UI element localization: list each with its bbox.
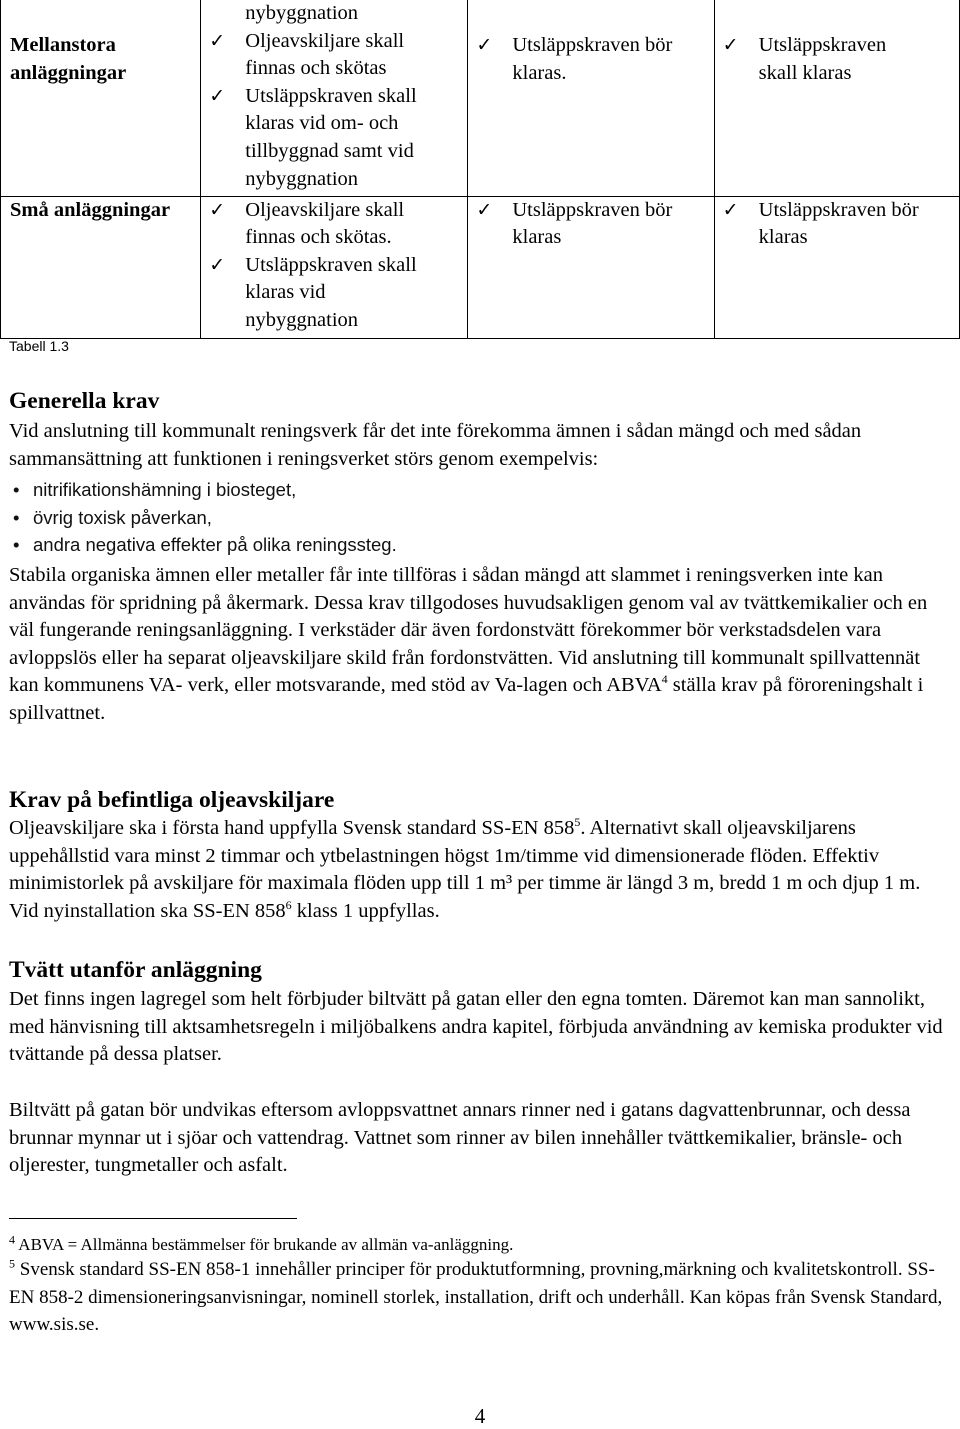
table-cell-requirement <box>201 0 468 196</box>
table-row <box>1 196 960 338</box>
check-mark-icon: ✓ <box>209 198 226 221</box>
bullet-icon: • <box>13 534 20 556</box>
tvatt-paragraph-1: Det finns ingen lagregel som helt förbjuder biltvätt på gatan eller den egna tomten. Däremot kan man sannolikt, med hänvisning till aktsamhetsregeln i miljöbalkens andra kapitel, förbjuda användning av kemiska produkter vid tvättande på dessa platser. <box>9 988 943 1066</box>
table-cell-requirement <box>468 0 714 196</box>
check-list <box>201 197 467 335</box>
list-item: ✓ Utsläppskraven skall klaras vid nybyggnation <box>209 253 417 331</box>
list-item: ✓ Oljeavskiljare skall finnas och skötas. <box>209 198 405 249</box>
check-mark-icon: ✓ <box>476 34 493 56</box>
list-item: ✓ Utsläppskraven bör klaras <box>476 198 673 249</box>
list-item: ✓ Utsläppskraven bör klaras. <box>476 34 673 84</box>
requirements-table <box>0 0 960 339</box>
befintliga-paragraph: Oljeavskiljare ska i första hand uppfylla Svensk standard SS-EN $858^5$. Alternativt skall oljeavskiljarens uppehållstid vara minst 2 timmar och ytbelastningen högst 1m/timme vid dimensionerade flöden. Effektiv minimistorlek på avskiljare för maximala flöden upp till 1 m³ per timme är längd 3 m, bredd 1 m och djup 1 m. Vid nyinstallation ska SS-EN $858^6$ klass 1 uppfyllas. <box>9 815 921 922</box>
page-number: 4 <box>474 1404 486 1428</box>
check-mark-icon: ✓ <box>209 253 226 276</box>
footnote-divider <box>9 1218 297 1219</box>
list-item: ✓ Utsläppskraven bör klaras <box>722 198 919 249</box>
list-item: ✓ Oljeavskiljare skall finnas och skötas <box>209 29 405 80</box>
section-heading-befintliga: Krav på befintliga oljeavskiljare <box>9 787 335 813</box>
footnote-4: $^4$ ABVA = Allmänna bestämmelser för brukande av allmän va-anläggning. <box>9 1232 514 1254</box>
table-cell-requirement <box>201 196 468 338</box>
table-cell-requirement <box>714 196 959 338</box>
footnote-5: $^5$ Svensk standard SS-EN 858-1 innehåller principer för produktutformning, provning,märkning och kvalitetskontroll. SS-EN 858-2 dimensioneringsanvisningar, nominell storlek, installation, drift och underhåll. Kan köpas från Svensk Standard, www.sis.se. <box>9 1256 943 1336</box>
check-list <box>468 32 713 87</box>
check-mark-icon: ✓ <box>209 84 226 107</box>
check-list <box>715 197 959 252</box>
row-heading: Mellanstora anläggningar <box>10 34 127 84</box>
list-item: ✓ Utsläppskraven skall klaras <box>722 34 887 84</box>
table-cell-requirement <box>468 196 714 338</box>
check-list <box>715 32 959 87</box>
list-item: • andra negativa effekter på olika reningssteg. <box>9 531 397 559</box>
footnote-ref: 4 <box>661 672 668 687</box>
check-mark-icon: ✓ <box>209 29 226 52</box>
table-cell-requirement <box>714 0 959 196</box>
table-row <box>1 0 960 196</box>
table-cell-category <box>1 0 201 196</box>
check-mark-icon: ✓ <box>722 34 739 56</box>
bullet-icon: • <box>13 506 20 528</box>
tvatt-paragraph-2: Biltvätt på gatan bör undvikas eftersom avloppsvattnet annars rinner ned i gatans dagvattenbrunnar, och dessa brunnar mynnar ut i sjöar och vattendrag. Vattnet som rinner av bilen innehåller tvättkemikalier, bränsle- och oljerester, tungmetaller och asfalt. <box>9 1099 911 1177</box>
generella-paragraph: Stabila organiska ämnen eller metaller får inte tillföras i sådan mängd att slammet i reningsverken inte kan användas för spridning på åkermark. Dessa krav tillgodoses huvudsakligen genom val av tvättkemikalier och en väl fungerande reningsanläggning. I verkstäder där även fordonstvätt förekommer bör verkstadsdelen vara avloppslös eller ha separat oljeavskiljare skild från fordonstvätten. Vid anslutning till kommunalt spillvattennät kan kommunens VA- verk, eller motsvarande, med stöd av Va-lagen och ABVA$^4$ ställa krav på föroreningshalt i spillvattnet. <box>9 564 928 724</box>
row-heading: Små anläggningar <box>10 198 171 221</box>
check-mark-icon: ✓ <box>476 198 493 221</box>
generella-intro: Vid anslutning till kommunalt reningsverk får det inte förekomma ämnen i sådan mängd och med sådan sammansättning att funktionen i reningsverket störs genom exempelvis: <box>9 420 862 470</box>
table-caption: Tabell 1.3 <box>9 338 69 354</box>
section-heading-tvatt: Tvätt utanför anläggning <box>9 957 262 983</box>
bullet-icon: • <box>13 479 20 500</box>
list-item: • nitrifikationshämning i biosteget, <box>9 476 397 504</box>
bullet-list <box>9 476 397 559</box>
check-mark-icon: ✓ <box>722 198 739 221</box>
list-item: nybyggnation <box>245 2 359 24</box>
footnote-ref: 6 <box>285 897 292 912</box>
footnote-ref: 5 <box>574 815 581 830</box>
list-item: ✓ Utsläppskraven skall klaras vid om- och tillbyggnad samt vid nybyggnation <box>209 84 417 190</box>
list-item: • övrig toxisk påverkan, <box>9 504 397 532</box>
check-list <box>468 197 713 252</box>
check-list <box>201 0 467 193</box>
table-cell-category <box>1 196 201 338</box>
section-heading-generella: Generella krav <box>9 388 160 414</box>
